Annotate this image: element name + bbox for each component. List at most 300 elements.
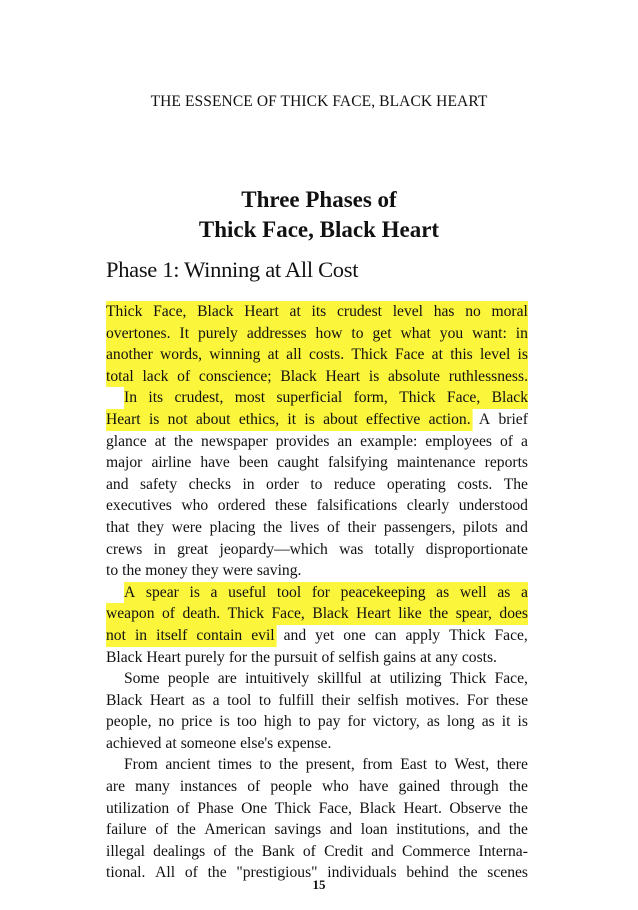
highlighted-word: is bbox=[518, 344, 528, 366]
word: yet bbox=[315, 626, 335, 644]
highlighted-word: does bbox=[499, 603, 528, 625]
word: are bbox=[106, 778, 126, 796]
highlighted-word: Black bbox=[492, 387, 528, 409]
word: gained bbox=[398, 778, 441, 796]
highlighted-word: Face, bbox=[271, 603, 304, 625]
highlighted-word: want: bbox=[472, 323, 507, 345]
word: dealings bbox=[153, 842, 206, 860]
text-line bbox=[106, 495, 528, 517]
highlighted-word: In bbox=[124, 387, 137, 409]
word: loan bbox=[360, 821, 388, 839]
text-line bbox=[106, 819, 528, 841]
word: airline bbox=[151, 454, 192, 472]
word: have bbox=[200, 454, 230, 472]
word: apply bbox=[405, 626, 441, 644]
highlighted-word: It bbox=[180, 323, 190, 345]
text-line bbox=[106, 539, 528, 561]
highlighted-word: to bbox=[351, 323, 363, 345]
highlighted-word: like bbox=[398, 603, 421, 625]
word: of bbox=[499, 432, 513, 450]
highlighted-word: form, bbox=[354, 387, 388, 409]
word: pursuit bbox=[274, 648, 318, 666]
highlighted-word: Thick bbox=[399, 387, 435, 409]
word: people bbox=[270, 778, 312, 796]
highlighted-word: death. bbox=[182, 603, 220, 625]
highlighted-word: Face, bbox=[153, 301, 186, 323]
word: individuals bbox=[327, 864, 397, 882]
word: jeopardy—which bbox=[219, 540, 328, 558]
highlighted-word: crudest bbox=[337, 301, 382, 323]
word: high bbox=[263, 713, 292, 731]
word: fulfill bbox=[278, 691, 315, 709]
highlighted-word: useful bbox=[228, 582, 266, 604]
word: were bbox=[222, 562, 253, 580]
word: to bbox=[259, 756, 272, 774]
word: safety bbox=[139, 475, 178, 493]
word: Credit bbox=[324, 842, 364, 860]
word: many bbox=[135, 778, 170, 796]
word: as bbox=[192, 691, 206, 709]
text-line bbox=[106, 754, 528, 776]
word: Black bbox=[106, 648, 143, 666]
word: understood bbox=[458, 497, 528, 515]
highlighted-word: get bbox=[372, 323, 391, 345]
text-line bbox=[106, 387, 528, 409]
word: people, bbox=[106, 713, 152, 731]
text-line bbox=[106, 301, 528, 323]
word: for bbox=[347, 713, 366, 731]
highlighted-word: well bbox=[460, 582, 487, 604]
word: Heart bbox=[149, 691, 185, 709]
word: as bbox=[481, 713, 495, 731]
highlighted-word: how bbox=[316, 323, 343, 345]
word: executives bbox=[106, 497, 172, 515]
word: else's bbox=[240, 734, 274, 752]
highlighted-word: crudest, bbox=[174, 387, 223, 409]
highlighted-word: its bbox=[148, 387, 163, 409]
text-line bbox=[106, 776, 528, 798]
highlighted-word: as bbox=[436, 582, 449, 604]
text-line bbox=[106, 733, 528, 755]
word: Thick bbox=[449, 670, 487, 688]
word: Black bbox=[106, 691, 143, 709]
highlighted-word: at bbox=[268, 344, 279, 366]
word: caught bbox=[277, 454, 319, 472]
running-head: THE ESSENCE OF THICK FACE, BLACK HEART bbox=[150, 93, 488, 110]
word: tional. bbox=[106, 864, 146, 882]
word: the bbox=[122, 562, 142, 580]
word: newspaper bbox=[201, 432, 268, 450]
text-line bbox=[106, 690, 528, 712]
word: "prestigious" bbox=[236, 864, 318, 882]
word: at bbox=[420, 648, 432, 666]
word: at bbox=[154, 432, 166, 450]
word: an bbox=[337, 432, 353, 450]
word: reports bbox=[484, 454, 528, 472]
highlighted-word: Face bbox=[395, 344, 424, 366]
word: have bbox=[358, 778, 389, 796]
text-line bbox=[106, 517, 528, 539]
word: institutions, bbox=[396, 821, 470, 839]
word: it bbox=[501, 713, 511, 731]
word: intuitively bbox=[245, 670, 310, 688]
word: Face, bbox=[494, 626, 528, 644]
text-line bbox=[106, 625, 528, 647]
word: a bbox=[520, 432, 528, 450]
word: was bbox=[339, 540, 364, 558]
highlighted-word: spear, bbox=[456, 603, 492, 625]
highlighted-word: ruthlessness. bbox=[449, 366, 528, 388]
highlighted-word: for bbox=[312, 582, 330, 604]
word: West, bbox=[454, 756, 490, 774]
word: present, bbox=[305, 756, 355, 774]
word: Face, bbox=[318, 799, 352, 817]
highlighted-word: its bbox=[312, 301, 327, 323]
highlighted-word: what bbox=[401, 323, 431, 345]
highlighted-word: Face, bbox=[447, 387, 480, 409]
highlighted-word: not bbox=[106, 625, 126, 647]
highlighted-word: action. bbox=[429, 409, 471, 431]
highlighted-word: conscience; bbox=[199, 366, 272, 388]
highlighted-word: level bbox=[393, 301, 423, 323]
highlighted-word: tool bbox=[277, 582, 301, 604]
word: totally bbox=[374, 540, 415, 558]
word: Black bbox=[359, 799, 396, 817]
highlighted-word: all bbox=[286, 344, 302, 366]
highlighted-word: of bbox=[162, 603, 175, 625]
word: times bbox=[218, 756, 252, 774]
word: the bbox=[508, 799, 528, 817]
word: selfish bbox=[357, 691, 399, 709]
word: from bbox=[362, 756, 393, 774]
word: Interna- bbox=[478, 842, 528, 860]
word: major bbox=[106, 454, 143, 472]
word: Phase bbox=[197, 799, 234, 817]
word: to bbox=[298, 713, 311, 731]
word: money bbox=[145, 562, 188, 580]
word: Heart. bbox=[403, 799, 442, 817]
highlighted-word: not bbox=[168, 409, 188, 431]
word: saving. bbox=[256, 562, 302, 580]
highlighted-word: Thick bbox=[228, 603, 264, 625]
word: too bbox=[236, 713, 257, 731]
word: lives bbox=[289, 518, 320, 536]
word: passengers, bbox=[383, 518, 456, 536]
word: failure bbox=[106, 821, 147, 839]
word: utilization bbox=[106, 799, 170, 817]
highlighted-word: spear bbox=[146, 582, 179, 604]
word: instances bbox=[179, 778, 238, 796]
word: the bbox=[279, 756, 299, 774]
word: to bbox=[258, 691, 271, 709]
text-line bbox=[106, 474, 528, 496]
highlighted-word: in bbox=[135, 625, 147, 647]
word: people bbox=[167, 670, 210, 688]
word: who bbox=[322, 778, 349, 796]
word: no bbox=[158, 713, 175, 731]
highlighted-word: about bbox=[323, 409, 358, 431]
word: there bbox=[496, 756, 528, 774]
word: illegal bbox=[106, 842, 145, 860]
word: For bbox=[466, 691, 489, 709]
highlighted-word: evil bbox=[251, 625, 274, 647]
highlighted-word: level bbox=[480, 344, 510, 366]
word: glance bbox=[106, 432, 147, 450]
word: Face, bbox=[494, 670, 528, 688]
word: of bbox=[327, 518, 340, 536]
word: in bbox=[153, 540, 166, 558]
word: great bbox=[177, 540, 209, 558]
highlighted-word: moral bbox=[492, 301, 528, 323]
word: employees bbox=[425, 432, 492, 450]
word: scenes bbox=[487, 864, 528, 882]
word: the bbox=[508, 778, 528, 796]
word: The bbox=[503, 475, 528, 493]
text-line bbox=[106, 841, 528, 863]
word: checks bbox=[188, 475, 232, 493]
highlighted-word: no bbox=[465, 301, 481, 323]
highlighted-word: another bbox=[106, 344, 153, 366]
word: skillful bbox=[317, 670, 362, 688]
word: for bbox=[228, 648, 248, 666]
word: they bbox=[191, 562, 219, 580]
word: clearly bbox=[406, 497, 450, 515]
word: and bbox=[505, 518, 528, 536]
text-line bbox=[106, 344, 528, 366]
highlighted-word: purely bbox=[198, 323, 238, 345]
chapter-title-line-2: Thick Face, Black Heart bbox=[198, 217, 440, 242]
word: the bbox=[207, 864, 227, 882]
word: through bbox=[450, 778, 499, 796]
highlighted-word: absolute bbox=[388, 366, 440, 388]
highlighted-word: is bbox=[369, 366, 379, 388]
word: their bbox=[347, 518, 377, 536]
word: price bbox=[181, 713, 213, 731]
word: crews bbox=[106, 540, 143, 558]
highlighted-word: at bbox=[432, 344, 443, 366]
word: the bbox=[458, 864, 478, 882]
word: pay bbox=[317, 713, 341, 731]
highlighted-word: Thick bbox=[106, 301, 142, 323]
word: and bbox=[329, 821, 353, 839]
word: any bbox=[435, 648, 458, 666]
word: of bbox=[184, 864, 198, 882]
word: who bbox=[181, 497, 209, 515]
word: gains bbox=[383, 648, 417, 666]
text-line bbox=[106, 409, 528, 431]
word: these bbox=[495, 691, 528, 709]
word: achieved bbox=[106, 734, 162, 752]
word: in bbox=[242, 475, 255, 493]
highlighted-word: superficial bbox=[276, 387, 342, 409]
word: Commerce bbox=[401, 842, 471, 860]
text-line bbox=[106, 431, 528, 453]
word: Heart bbox=[146, 648, 182, 666]
text-line bbox=[106, 366, 528, 388]
word: All bbox=[155, 864, 176, 882]
word: operating bbox=[386, 475, 446, 493]
word: are bbox=[217, 670, 237, 688]
highlighted-word: contain bbox=[196, 625, 242, 647]
word: the bbox=[176, 821, 196, 839]
word: as bbox=[426, 713, 440, 731]
highlighted-word: the bbox=[429, 603, 448, 625]
word: tool bbox=[227, 691, 252, 709]
highlighted-word: winning bbox=[209, 344, 260, 366]
highlighted-word: is bbox=[189, 582, 199, 604]
text-line bbox=[106, 603, 528, 625]
highlighted-word: has bbox=[434, 301, 455, 323]
word: and bbox=[477, 821, 501, 839]
highlighted-word: effective bbox=[366, 409, 420, 431]
body-text bbox=[106, 301, 528, 884]
highlighted-word: total bbox=[106, 366, 134, 388]
word: disproportionate bbox=[425, 540, 528, 558]
highlighted-word: as bbox=[497, 582, 510, 604]
word: savings bbox=[274, 821, 322, 839]
word: been bbox=[238, 454, 269, 472]
word: is bbox=[219, 713, 230, 731]
word: someone bbox=[180, 734, 237, 752]
word: that bbox=[106, 518, 130, 536]
highlighted-word: Black bbox=[280, 366, 316, 388]
highlighted-word: costs. bbox=[309, 344, 344, 366]
highlighted-word: overtones. bbox=[106, 323, 171, 345]
word: Thick bbox=[449, 626, 486, 644]
text-line bbox=[106, 582, 528, 604]
word: costs. bbox=[461, 648, 497, 666]
highlighted-word: Heart bbox=[106, 409, 141, 431]
word: long bbox=[446, 713, 475, 731]
word: these bbox=[274, 497, 308, 515]
word: purely bbox=[185, 648, 225, 666]
word: placing bbox=[209, 518, 256, 536]
highlighted-word: words, bbox=[160, 344, 202, 366]
word: example: bbox=[360, 432, 418, 450]
page-number: 15 bbox=[312, 877, 326, 892]
word: of bbox=[321, 648, 335, 666]
word: can bbox=[374, 626, 397, 644]
word: behind bbox=[406, 864, 449, 882]
chapter-title-line-1: Three Phases of bbox=[241, 187, 397, 212]
word: at bbox=[165, 734, 177, 752]
highlighted-word: addresses bbox=[247, 323, 307, 345]
word: Thick bbox=[274, 799, 312, 817]
word: Bank bbox=[261, 842, 295, 860]
highlighted-word: you bbox=[440, 323, 463, 345]
word: they bbox=[137, 518, 164, 536]
word: ancient bbox=[165, 756, 211, 774]
highlighted-word: Thick bbox=[351, 344, 387, 366]
word: at bbox=[370, 670, 382, 688]
word: one bbox=[343, 626, 366, 644]
highlighted-word: weapon bbox=[106, 603, 155, 625]
highlighted-word: itself bbox=[156, 625, 187, 647]
word: East bbox=[400, 756, 428, 774]
highlighted-word: of bbox=[177, 366, 190, 388]
word: One bbox=[241, 799, 268, 817]
highlighted-word: at bbox=[290, 301, 301, 323]
highlighted-word: is bbox=[304, 409, 314, 431]
word: and bbox=[106, 475, 129, 493]
word: and bbox=[283, 626, 307, 644]
word: their bbox=[321, 691, 351, 709]
highlighted-word: A bbox=[124, 582, 135, 604]
word: motives. bbox=[405, 691, 460, 709]
word: Observe bbox=[449, 799, 502, 817]
word: were bbox=[171, 518, 202, 536]
word: of bbox=[155, 821, 169, 839]
word: of bbox=[176, 799, 190, 817]
highlighted-word: Heart bbox=[325, 366, 360, 388]
word: American bbox=[204, 821, 266, 839]
word: the bbox=[251, 648, 271, 666]
highlighted-word: peacekeeping bbox=[341, 582, 426, 604]
word: falsifications bbox=[316, 497, 398, 515]
highlighted-word: Heart bbox=[356, 603, 391, 625]
text-line bbox=[106, 668, 528, 690]
highlighted-word: a bbox=[521, 582, 528, 604]
word: reduce bbox=[333, 475, 376, 493]
highlighted-word: ethics, bbox=[239, 409, 279, 431]
word: of bbox=[247, 778, 261, 796]
highlighted-word: about bbox=[196, 409, 231, 431]
word: expense. bbox=[277, 734, 332, 752]
word: pilots bbox=[463, 518, 498, 536]
highlighted-word: most bbox=[235, 387, 265, 409]
text-line bbox=[106, 323, 528, 345]
highlighted-word: Black bbox=[197, 301, 233, 323]
highlighted-word: this bbox=[450, 344, 473, 366]
section-heading: Phase 1: Winning at All Cost bbox=[106, 257, 359, 282]
word: and bbox=[371, 842, 394, 860]
word: A bbox=[478, 410, 491, 428]
text-line bbox=[106, 452, 528, 474]
word: order bbox=[266, 475, 299, 493]
highlighted-word: lack bbox=[142, 366, 168, 388]
word: to bbox=[310, 475, 323, 493]
word: utilizing bbox=[389, 670, 442, 688]
highlighted-word: it bbox=[287, 409, 296, 431]
word: to bbox=[434, 756, 447, 774]
word: costs. bbox=[457, 475, 493, 493]
word: brief bbox=[498, 410, 528, 428]
highlighted-word: a bbox=[211, 582, 218, 604]
chapter-title bbox=[0, 185, 638, 245]
word: the bbox=[508, 821, 528, 839]
text-line bbox=[106, 647, 528, 669]
word: of bbox=[302, 842, 316, 860]
word: the bbox=[173, 432, 194, 450]
word: From bbox=[124, 756, 158, 774]
word: the bbox=[263, 518, 283, 536]
text-line bbox=[106, 560, 528, 582]
highlighted-word: is bbox=[149, 409, 159, 431]
word: provides bbox=[275, 432, 330, 450]
text-line bbox=[106, 798, 528, 820]
word: of bbox=[213, 842, 227, 860]
highlighted-word: Heart bbox=[244, 301, 279, 323]
word: selfish bbox=[338, 648, 380, 666]
word: falsifying bbox=[327, 454, 388, 472]
word: the bbox=[234, 842, 254, 860]
word: ordered bbox=[217, 497, 266, 515]
word: to bbox=[106, 562, 119, 580]
text-line bbox=[106, 711, 528, 733]
highlighted-word: in bbox=[516, 323, 528, 345]
highlighted-word: Black bbox=[312, 603, 348, 625]
word: Some bbox=[124, 670, 160, 688]
